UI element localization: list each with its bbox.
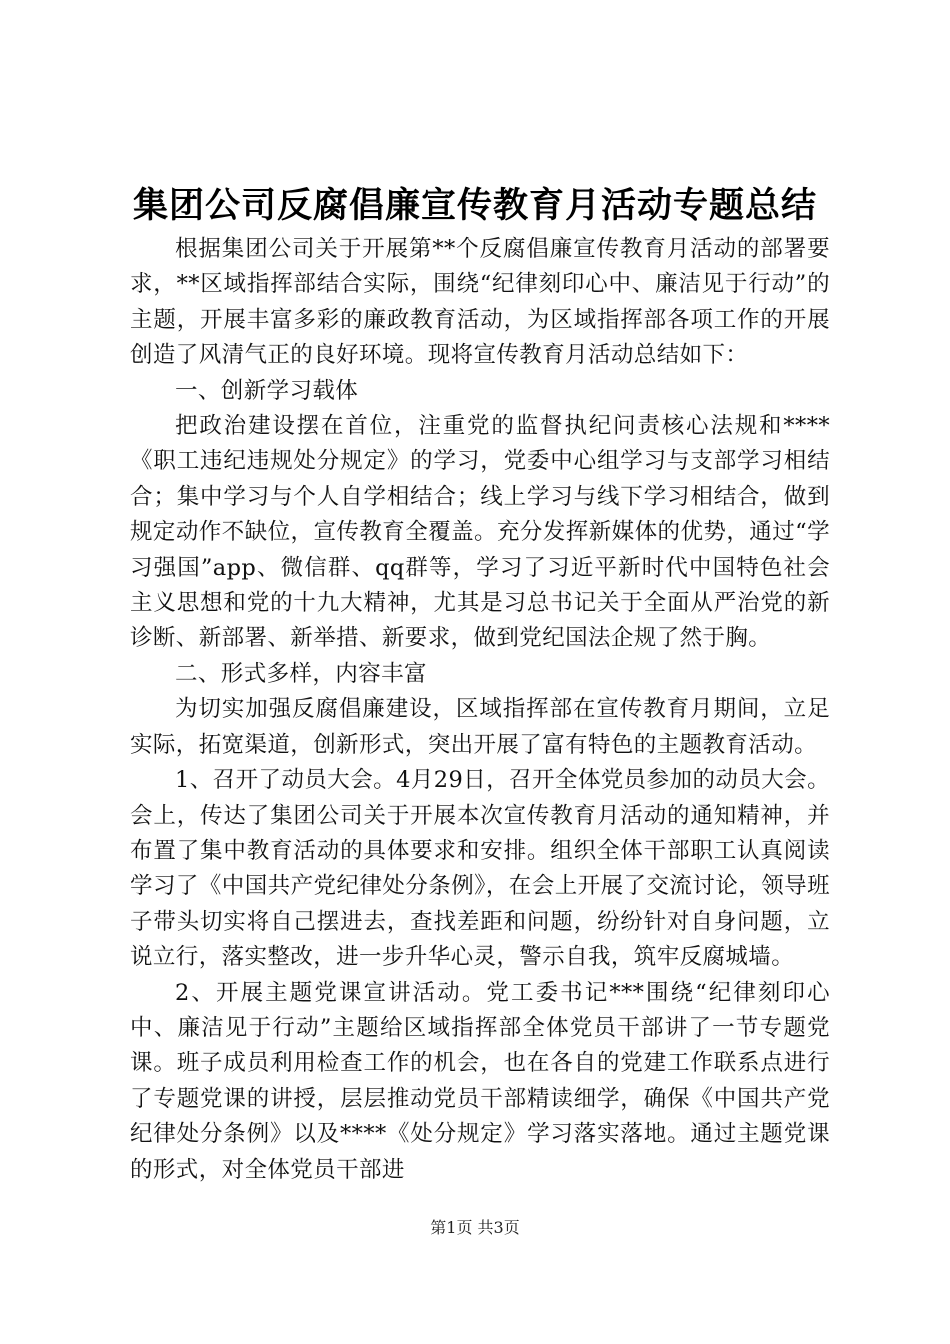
section-heading-1: 一、创新学习载体 xyxy=(175,377,359,404)
intro-paragraph: 根据集团公司关于开展第**个反腐倡廉宣传教育月活动的部署要求，**区域指挥部结合实际，围绕“纪律刻印心中、廉洁见于行动”的主题，开展丰富多彩的廉政教育活动，为区域指挥部各项工作的开展创造了风清气正的良好环境。现将宣传教育月活动总结如下： xyxy=(130,236,830,369)
item-paragraph-1: 1、召开了动员大会。4月29日，召开全体党员参加的动员大会。会上，传达了集团公司关于开展本次宣传教育月活动的通知精神，并布置了集中教育活动的具体要求和安排。组织全体干部职工认真阅读学习了《中国共产党纪律处分条例》，在会上开展了交流讨论，领导班子带头切实将自己摆进去，查找差距和问题，纷纷针对自身问题，立说立行，落实整改，进一步升华心灵，警示自我，筑牢反腐城墙。 xyxy=(130,767,830,971)
section-paragraph-1: 把政治建设摆在首位，注重党的监督执纪问责核心法规和****《职工违纪违规处分规定》的学习，党委中心组学习与支部学习相结合；集中学习与个人自学相结合；线上学习与线下学习相结合，做到规定动作不缺位，宣传教育全覆盖。充分发挥新媒体的优势，通过“学习强国”app、微信群、qq群等，学习了习近平新时代中国特色社会主义思想和党的十九大精神，尤其是习总书记关于全面从严治党的新诊断、新部署、新举措、新要求，做到党纪国法企规了然于胸。 xyxy=(130,413,830,652)
section-heading-2: 二、形式多样，内容丰富 xyxy=(175,660,427,687)
section-paragraph-2: 为切实加强反腐倡廉建设，区域指挥部在宣传教育月期间，立足实际，拓宽渠道，创新形式，突出开展了富有特色的主题教育活动。 xyxy=(130,696,830,758)
document-body xyxy=(130,232,830,1188)
document-title: 集团公司反腐倡廉宣传教育月活动专题总结 xyxy=(132,186,817,226)
page-number-footer: 第1页 共3页 xyxy=(430,1218,520,1237)
item-paragraph-2: 2、开展主题党课宣讲活动。党工委书记***围绕“纪律刻印心中、廉洁见于行动”主题给区域指挥部全体党员干部讲了一节专题党课。班子成员利用检查工作的机会，也在各自的党建工作联系点进行了专题党课的讲授，层层推动党员干部精读细学，确保《中国共产党纪律处分条例》以及****《处分规定》学习落实落地。通过主题党课的形式，对全体党员干部进 xyxy=(130,979,830,1183)
